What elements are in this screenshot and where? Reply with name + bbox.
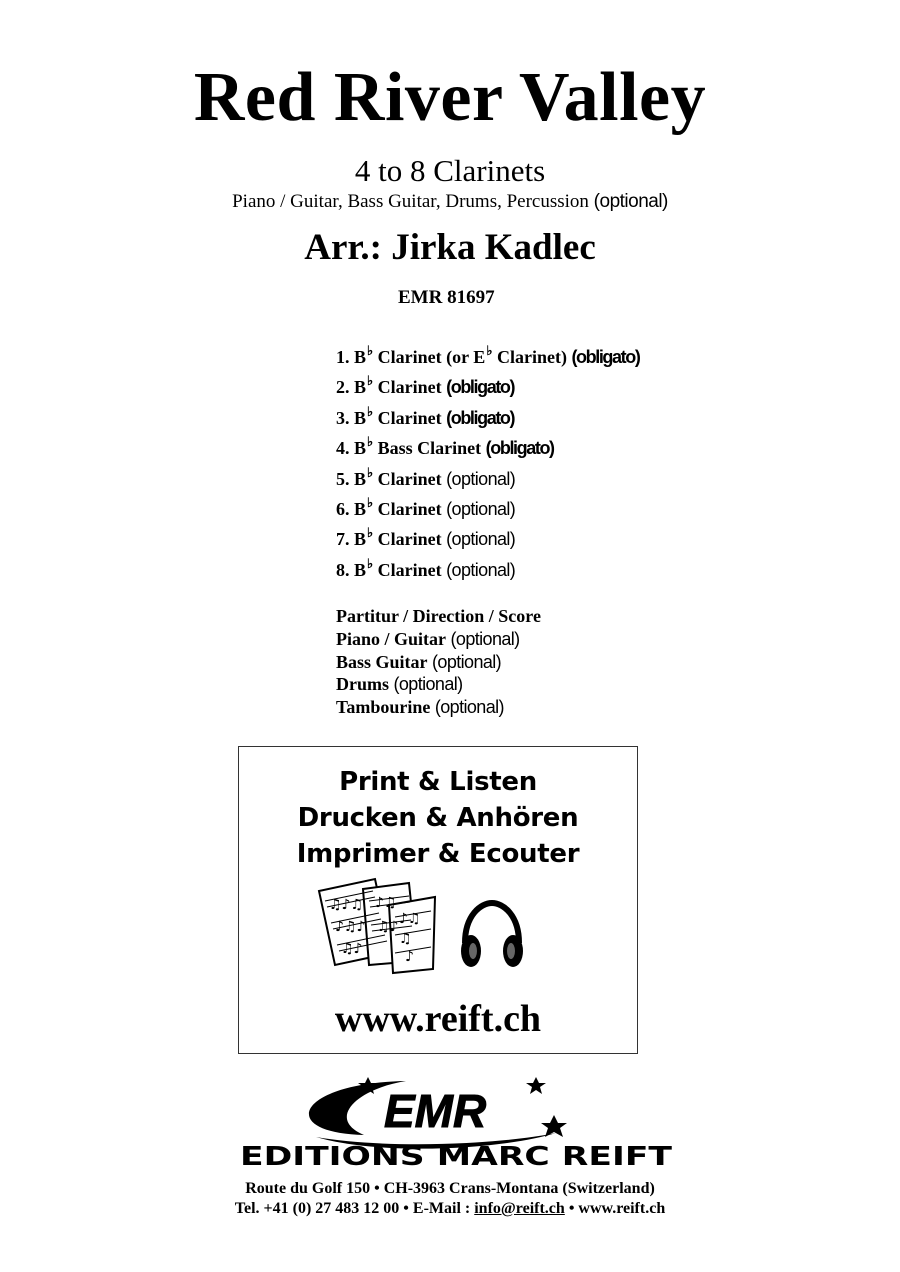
optional-note: (optional): [434, 697, 504, 718]
flat-symbol: ♭: [367, 555, 374, 571]
logo-wordmark: EDITIONS MARC REIFT: [240, 1142, 673, 1167]
optional-note: (optional): [446, 468, 516, 489]
optional-note: (optional): [446, 529, 516, 550]
promo-line-drucken: Drucken & Anhören: [297, 803, 579, 833]
promo-line-imprimer: Imprimer & Ecouter: [296, 839, 580, 869]
svg-text:♪♫♪: ♪♫♪: [335, 919, 366, 935]
part-item: [336, 464, 639, 494]
part-number: 5. B: [336, 468, 367, 489]
flat-symbol: ♭: [367, 403, 374, 419]
promo-line-print: Print & Listen: [339, 767, 537, 797]
optional-note: (optional): [432, 651, 502, 672]
svg-text:♫♪: ♫♪: [377, 919, 399, 935]
flat-symbol: ♭: [367, 434, 374, 450]
parts-list: [336, 342, 639, 585]
extra-item: [336, 628, 541, 651]
email-link[interactable]: info@reift.ch: [474, 1200, 565, 1217]
promo-box: [238, 746, 638, 1054]
extra-name: Tambourine: [336, 697, 431, 718]
headphones-icon: [457, 897, 527, 977]
part-number: 6. B: [336, 498, 367, 519]
flat-symbol: ♭: [367, 343, 374, 358]
extra-item: [336, 673, 541, 696]
part-number: 8. B: [336, 559, 367, 580]
flat-symbol: ♭: [367, 494, 374, 510]
svg-text:♫♪♫: ♫♪♫: [329, 897, 364, 913]
extra-item: [336, 605, 541, 628]
extra-name: Piano / Guitar: [336, 628, 447, 649]
part-number: 1. B: [336, 347, 367, 367]
part-number: 7. B: [336, 529, 367, 550]
part-name: Clarinet: [373, 498, 442, 519]
part-item: [336, 433, 639, 463]
svg-text:♫: ♫: [399, 931, 412, 947]
part-name: Clarinet: [373, 407, 442, 428]
instrumentation-optional: (optional): [593, 191, 668, 212]
part-name: Clarinet (or E: [373, 347, 486, 367]
promo-url[interactable]: www.reift.ch: [334, 998, 542, 1040]
website[interactable]: • www.reift.ch: [564, 1200, 666, 1217]
address-line: Route du Golf 150 • CH-3963 Crans-Montana (Switzerland): [245, 1180, 655, 1197]
flat-symbol: ♭: [367, 525, 374, 541]
instrumentation-line: [0, 190, 900, 214]
part-name-suffix: Clarinet): [492, 347, 567, 367]
obligato-note: (obligato): [446, 407, 515, 428]
optional-note: (optional): [446, 559, 516, 580]
flat-symbol: ♭: [367, 373, 374, 389]
flat-symbol: ♭: [486, 343, 493, 358]
part-name: Clarinet: [373, 559, 442, 580]
optional-note: (optional): [450, 628, 520, 649]
logo-mark: EMR: [384, 1085, 487, 1137]
part-number: 3. B: [336, 407, 367, 428]
extra-name: Drums: [336, 674, 389, 695]
part-name: Clarinet: [373, 377, 442, 398]
part-item: [336, 524, 639, 554]
extra-name: Partitur / Direction / Score: [336, 606, 541, 626]
flat-symbol: ♭: [367, 464, 374, 480]
part-item: [336, 372, 639, 402]
obligato-note: (obligato): [485, 438, 554, 459]
arranger: Arr.: Jirka Kadlec: [304, 227, 596, 268]
emr-logo: [236, 1075, 676, 1167]
svg-text:♪♫: ♪♫: [375, 895, 397, 911]
part-item: [336, 342, 639, 372]
part-item: [336, 403, 639, 433]
instrumentation-text: Piano / Guitar, Bass Guitar, Drums, Percussion: [232, 191, 589, 212]
part-name: Clarinet: [373, 468, 442, 489]
part-number: 4. B: [336, 438, 367, 459]
telephone: Tel. +41 (0) 27 483 12 00 • E-Mail :: [234, 1200, 475, 1217]
extra-name: Bass Guitar: [336, 651, 428, 672]
contact-line: [0, 1200, 900, 1218]
extra-item: [336, 651, 541, 674]
optional-note: (optional): [393, 674, 463, 695]
sheet-music-icon: [313, 877, 443, 979]
obligato-note: (obligato): [446, 377, 515, 398]
obligato-note: (obligato): [571, 347, 640, 367]
svg-text:♫♪: ♫♪: [341, 941, 363, 957]
part-item: [336, 494, 639, 524]
page-title: Red River Valley: [193, 59, 707, 136]
part-name: Bass Clarinet: [373, 438, 482, 459]
subtitle: 4 to 8 Clarinets: [354, 153, 546, 188]
extra-item: [336, 696, 541, 719]
optional-note: (optional): [446, 498, 516, 519]
extras-list: [336, 605, 541, 719]
part-name: Clarinet: [373, 529, 442, 550]
svg-text:♪: ♪: [405, 949, 414, 965]
part-item: [336, 555, 639, 585]
part-number: 2. B: [336, 377, 367, 398]
svg-text:♪♫: ♪♫: [399, 911, 421, 927]
catalog-number: EMR 81697: [398, 287, 495, 308]
